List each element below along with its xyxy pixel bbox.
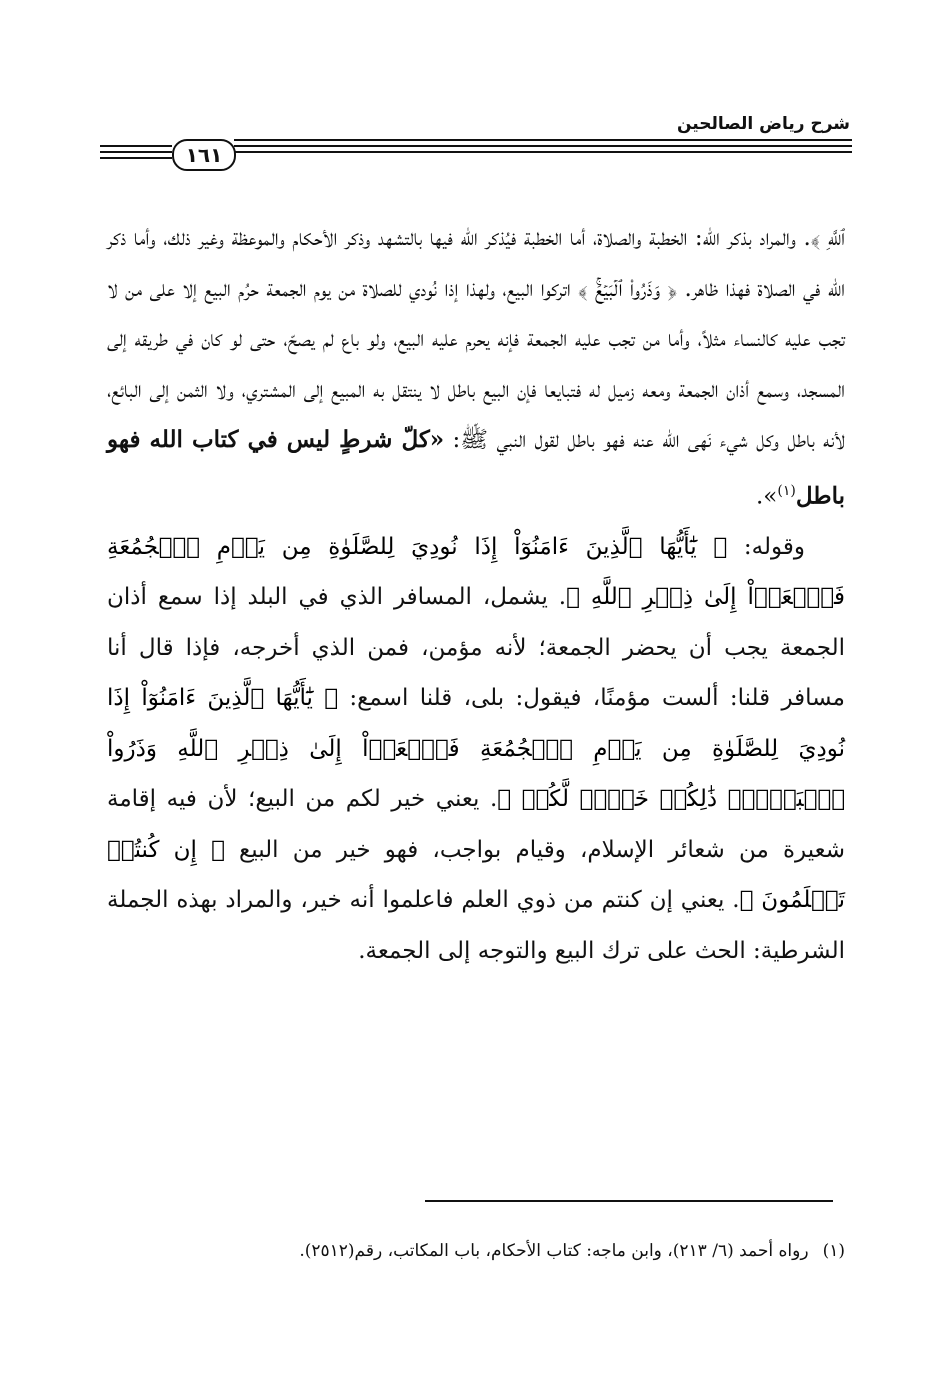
- paragraph-1-end: ».: [756, 483, 778, 510]
- paragraph-2-body-a: . يشمل، المسافر الذي في البلد إذا سمع أذان الجمعة يجب أن يحضر الجمعة؛ لأنه مؤمن، فمن الذي أخرجه، فإذا قال أنا مسافر قلنا: ألست مؤمنًا، فيقول: بلى، قلنا اسمع:: [107, 584, 845, 712]
- main-text: [107, 213, 845, 976]
- footnote-text: رواه أحمد (٦/ ٢١٣)، وابن ماجه: كتاب الأحكام، باب المكاتب، رقم(٢٥١٢).: [299, 1241, 809, 1261]
- header-rule-right-top: [234, 139, 852, 141]
- paragraph-2: [107, 522, 845, 977]
- header-rule-right-mid: [234, 145, 852, 147]
- header-rule-left-top: [100, 145, 172, 147]
- quran-quote-4: ﴿ إِن كُنتُمۡ تَعۡلَمُونَ ﴾: [107, 836, 845, 914]
- header-rule-right-bottom: [234, 151, 852, 153]
- footnote-number: (١): [822, 1241, 845, 1261]
- paragraph-2-body-b: . يعني خير لكم من البيع؛ لأن فيه إقامة شعيرة من شعائر الإسلام، وقيام بواجب، فهو خير من البيع: [107, 786, 846, 863]
- header-rule-left-mid: [100, 151, 172, 153]
- paragraph-1: [107, 213, 845, 522]
- quran-quote-1: ﴿ وَذَرُواْ ٱلۡبَيۡعَۚ ﴾: [578, 275, 678, 302]
- footnote: [107, 1237, 845, 1265]
- footnote-reference: (١): [777, 482, 796, 499]
- quran-quote-2: ﴿ يَٰٓأَيُّهَا ٱلَّذِينَ ءَامَنُوٓاْ إِذَا نُودِيَ لِلصَّلَوٰةِ مِن يَوۡمِ ٱلۡجُمُعَةِ فَٱسۡعَوۡاْ إِلَىٰ ذِكۡرِ ٱللَّهِ ﴾: [107, 533, 845, 611]
- page-header: [100, 108, 852, 178]
- page-number: ١٦١: [172, 139, 236, 171]
- book-title: شرح رياض الصالحين: [676, 114, 850, 134]
- paragraph-2-end: . يعني إن كنتم من ذوي العلم فاعلموا أنه خير، والمراد بهذه الجملة الشرطية: الحث على ترك البيع والتوجه إلى الجمعة.: [107, 887, 845, 964]
- quran-quote-3: ﴿ يَٰٓأَيُّهَا ٱلَّذِينَ ءَامَنُوٓاْ إِذَا نُودِيَ لِلصَّلَوٰةِ مِن يَوۡمِ ٱلۡجُمُعَةِ فَٱسۡعَوۡاْ إِلَىٰ ذِكۡرِ ٱللَّهِ وَذَرُواْ ٱلۡبَيۡعَۚ ذَٰلِكُمۡ خَيۡرٞ لَّكُمۡ ﴾: [107, 685, 845, 813]
- header-rule-left-bottom: [100, 157, 172, 159]
- paragraph-1-body: اتركوا البيع، ولهذا إذا نُودي للصلاة من يوم الجمعة حرُم البيع إلا على من لا تجب عليه كالنساء مثلاً، وأما من تجب عليه الجمعة فإنه يحرم عليه البيع، ولو باع لم يصحّ، حتى لو كان في طريقه إلى المسجد، وسمع أذان الجمعة ومعه زميل له فتبايعا فإن البيع باطل لا ينتقل به المبيع إلى المشتري، ولا الثمن إلى البائع، لأنه باطل وكل شيء نَهى الله عنه فهو باطل لقول النبي ﷺ:: [107, 275, 845, 453]
- hadith-quote: «كلّ شرطٍ ليس في كتاب الله فهو باطل: [107, 426, 845, 510]
- footnote-separator: [425, 1200, 833, 1202]
- paragraph-1-intro: ٱللَّهِ ﴾. والمراد بذكر الله: الخطبة والصلاة، أما الخطبة فيُذكر الله فيها بالتشهد وذكر الأحكام والموعظة وغير ذلك، وأما ذكر الله في الصلاة فهذا ظاهر.: [107, 225, 846, 302]
- paragraph-2-intro: وقوله:: [727, 533, 805, 560]
